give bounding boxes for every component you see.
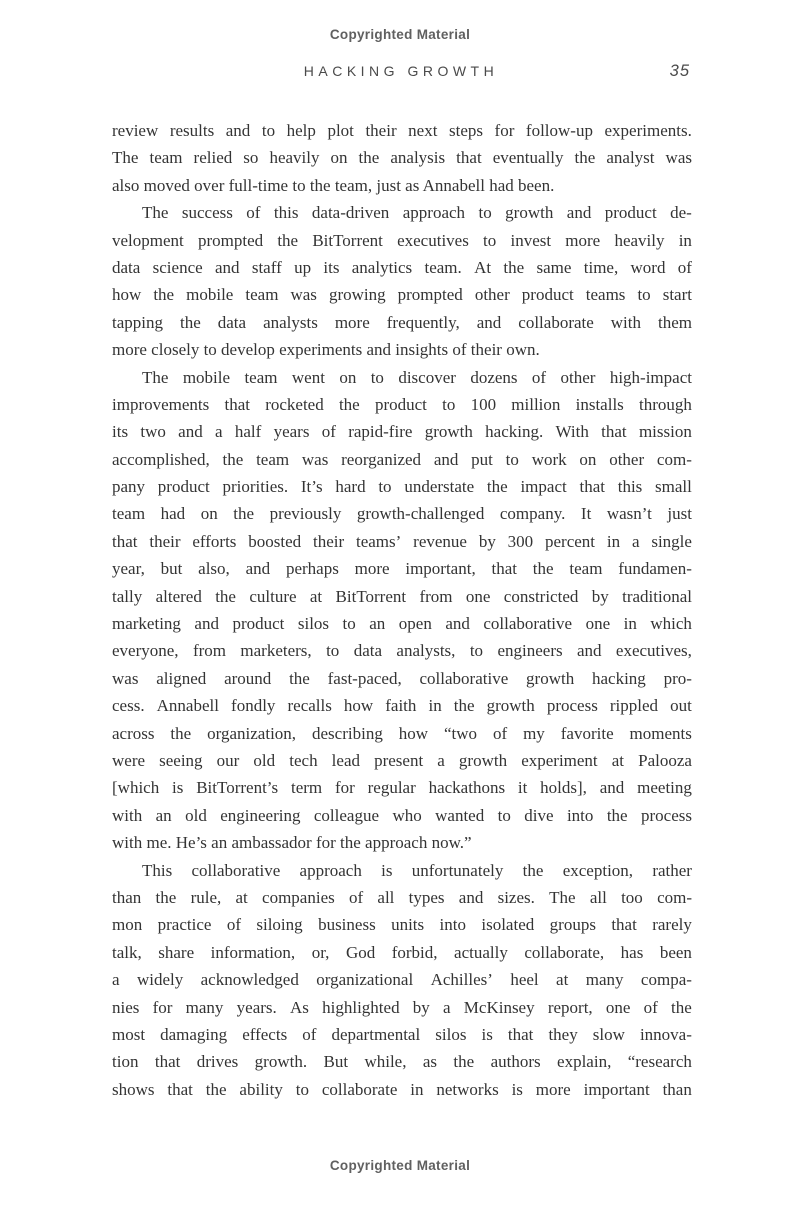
text-line: The success of this data-driven approach to growth and product de- xyxy=(142,203,692,223)
text-line: velopment prompted the BitTorrent executives to invest more heavily in xyxy=(112,230,692,250)
paragraph xyxy=(112,199,692,363)
text-line: a widely acknowledged organizational Achilles’ heel at many compa- xyxy=(112,970,692,990)
body-text xyxy=(112,117,692,1103)
text-line: also moved over full-time to the team, just as Annabell had been. xyxy=(112,175,555,195)
text-line: marketing and product silos to an open and collaborative one in which xyxy=(112,614,692,634)
text-line: review results and to help plot their next steps for follow-up experiments. xyxy=(112,121,692,140)
text-line: with an old engineering colleague who wanted to dive into the process xyxy=(112,805,692,825)
text-line: accomplished, the team was reorganized and put to work on other com- xyxy=(112,449,692,469)
text-line: most damaging effects of departmental silos is that they slow innova- xyxy=(112,1024,692,1044)
text-line: across the organization, describing how “two of my favorite moments xyxy=(112,723,692,743)
text-line: The mobile team went on to discover dozens of other high-impact xyxy=(142,367,692,387)
text-line: shows that the ability to collaborate in networks is more important than xyxy=(112,1079,692,1099)
running-head: HACKING GROWTH xyxy=(303,63,499,79)
text-line: more closely to develop experiments and insights of their own. xyxy=(112,340,540,360)
text-line: The team relied so heavily on the analysis that eventually the analyst was xyxy=(112,148,692,168)
text-line: year, but also, and perhaps more important, that the team fundamen- xyxy=(112,559,692,579)
text-line: than the rule, at companies of all types and sizes. The all too com- xyxy=(112,887,692,907)
text-line: cess. Annabell fondly recalls how faith in the growth process rippled out xyxy=(112,696,692,716)
text-line: how the mobile team was growing prompted other product teams to start xyxy=(112,285,692,305)
page-number: 35 xyxy=(669,62,690,80)
paragraph xyxy=(112,857,692,1104)
text-line: were seeing our old tech lead present a growth experiment at Palooza xyxy=(112,750,692,770)
paragraph xyxy=(112,364,692,857)
text-line: that their efforts boosted their teams’ revenue by 300 percent in a single xyxy=(112,531,692,551)
text-line: tally altered the culture at BitTorrent from one constricted by traditional xyxy=(112,586,692,606)
text-line: its two and a half years of rapid-fire growth hacking. With that mission xyxy=(112,422,692,442)
text-line: nies for many years. As highlighted by a McKinsey report, one of the xyxy=(112,997,692,1017)
text-line: tion that drives growth. But while, as the authors explain, “research xyxy=(112,1052,692,1072)
paragraph xyxy=(112,117,692,199)
text-line: was aligned around the fast-paced, collaborative growth hacking pro- xyxy=(112,668,692,688)
text-line: everyone, from marketers, to data analysts, to engineers and executives, xyxy=(112,641,692,661)
text-line: improvements that rocketed the product to 100 million installs through xyxy=(112,394,692,414)
text-line: team had on the previously growth-challenged company. It wasn’t just xyxy=(112,504,692,524)
text-line: tapping the data analysts more frequently, and collaborate with them xyxy=(112,312,692,332)
text-line: [which is BitTorrent’s term for regular hackathons it holds], and meeting xyxy=(112,778,692,798)
copyright-notice-top: Copyrighted Material xyxy=(329,27,471,42)
text-line: mon practice of siloing business units into isolated groups that rarely xyxy=(112,915,692,935)
text-line: This collaborative approach is unfortunately the exception, rather xyxy=(142,860,692,880)
text-line: talk, share information, or, God forbid, actually collaborate, has been xyxy=(112,942,692,962)
page-header xyxy=(110,63,692,85)
text-line: with me. He’s an ambassador for the approach now.” xyxy=(112,833,472,853)
text-line: pany product priorities. It’s hard to understate the impact that this small xyxy=(112,477,692,497)
text-line: data science and staff up its analytics team. At the same time, word of xyxy=(112,257,692,277)
copyright-notice-bottom: Copyrighted Material xyxy=(329,1158,471,1173)
